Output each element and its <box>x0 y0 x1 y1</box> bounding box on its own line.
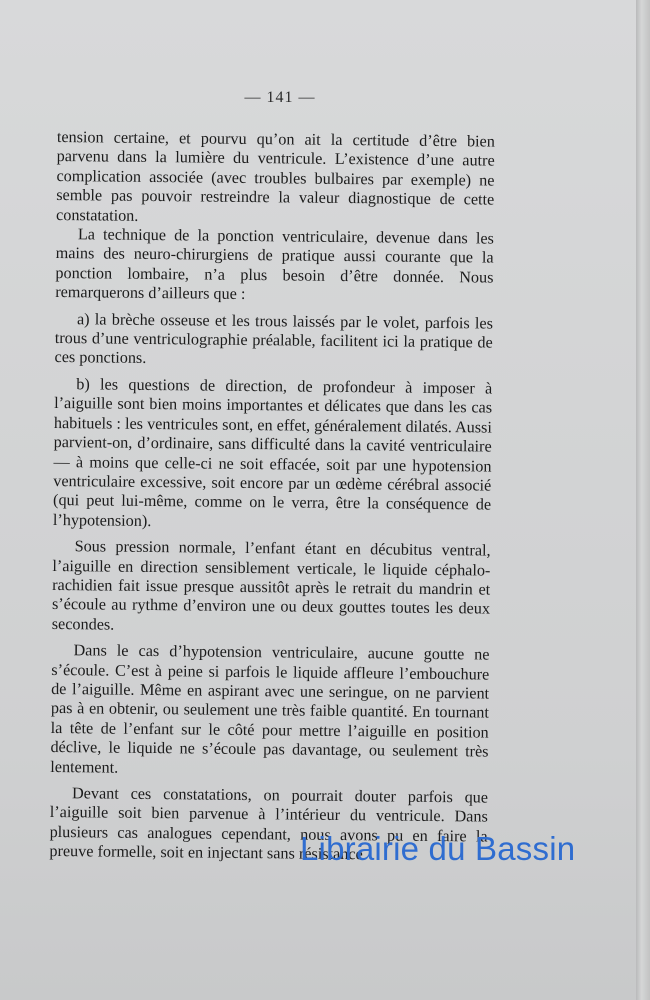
page-edge <box>636 0 650 1000</box>
watermark: Librairie du Bassin <box>300 830 576 867</box>
page-number: — 141 — <box>244 89 316 106</box>
paragraph: Dans le cas d’hypotension ventriculaire, aucune goutte ne s’écoule. C’est à peine si parfois le liquide affleure l’embouchure de l’aiguille. Même en aspirant avec une seringue, on ne parvient pas à en obtenir, ou seulement une très faible quantité. En tournant la tête de l’enfant sur le côté pour mettre l’aiguille en position déclive, le liquide ne s’écoule pas davantage, ou seulement très lentement. <box>50 641 490 777</box>
paragraph: Devant ces constatations, on pourrait douter parfois que l’aiguille soit bien parvenue à l’intérieur du ventricule. Dans plusieurs cas analogues cependant, nous avons pu en faire la preuve formelle, soit en injectant sans résistance <box>49 784 489 864</box>
body-text <box>49 128 495 866</box>
paragraph: a) la brèche osseuse et les trous laissés par le volet, parfois les trous d’une ventriculographie préalable, facilitent ici la pratique de ces ponctions. <box>54 309 494 368</box>
paragraph: tension certaine, et pourvu qu’on ait la certitude d’être bien parvenu dans la lumière du ventricule. L’existence d’une autre complication associée (avec troubles bulbaires par exemple) ne semble pas pouvoir restreindre la valeur diagnostique de cette constatation. <box>55 128 495 225</box>
paragraph: La technique de la ponction ventriculaire, devenue dans les mains des neuro-chirurgiens de pratique aussi courante que la ponction lombaire, n’a plus besoin d’être donnée. Nous remarquerons d’ailleurs que : <box>55 225 494 304</box>
paragraph: b) les questions de direction, de profondeur à imposer à l’aiguille sont bien moins importantes et délicates que dans les cas habituels : les ventricules sont, en effet, généralement dilatés. Aussi parvient-on, d’ordinaire, sans difficulté dans la cavité ventriculaire — à moins que celle-ci ne soit effacée, soit par une hypotension ventriculaire excessive, soit encore par un œdème cérébral associé (qui peut lui-même, comme on le verra, être la conséquence de l’hypotension). <box>52 375 493 530</box>
paragraph: Sous pression normale, l’enfant étant en décubitus ventral, l’aiguille en direction sensiblement verticale, le liquide céphalo-rachidien fait issue presque aussitôt après le retrait du mandrin et s’écoule au rythme d’environ une ou deux gouttes toutes les deux secondes. <box>51 537 491 634</box>
